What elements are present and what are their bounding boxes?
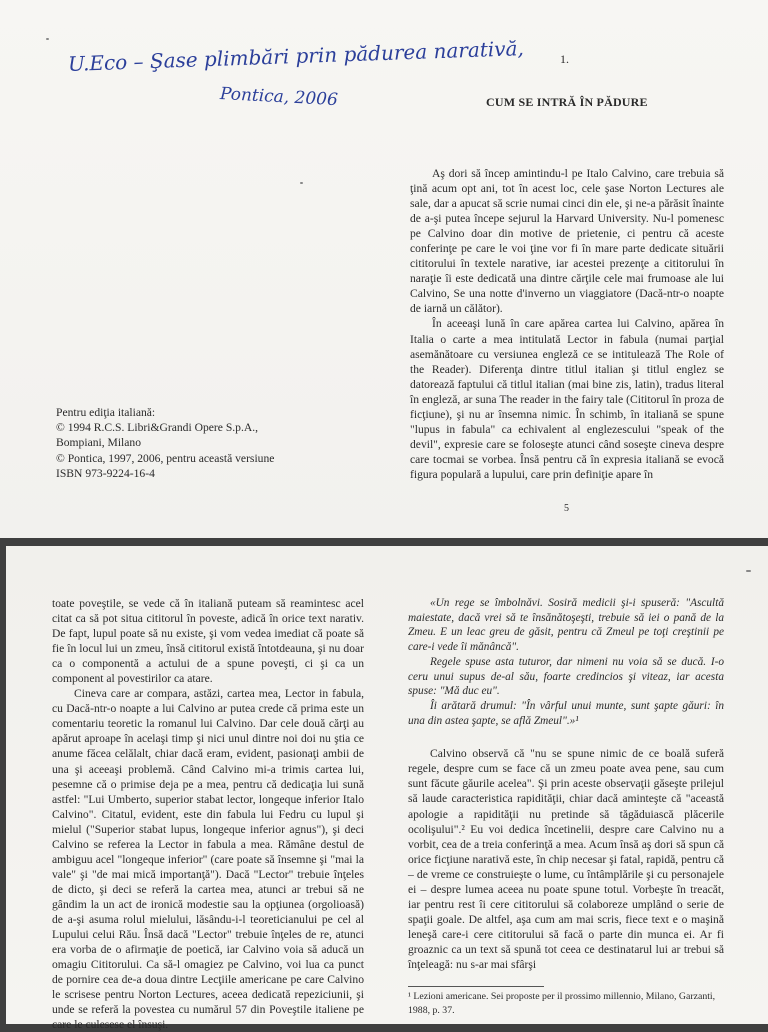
right-text-column: [408, 596, 724, 1024]
left-text-column: [52, 596, 364, 1032]
handwritten-note-line-2: Pontica, 2006: [219, 84, 339, 111]
page-number: 5: [564, 503, 569, 514]
chapter-body: [410, 166, 724, 488]
quote-paragraph-3: Îi arătară drumul: "În vârful unui munte, sunt şapte găuri: în una din astea şapte, se află Zmeul".»¹: [408, 699, 724, 727]
copyright-line: Bompiani, Milano: [56, 436, 142, 450]
left-paragraph-2: Cineva care ar compara, astăzi, cartea mea, Lector in fabula, cu Dacă-ntr-o noapte a lui Calvino ar putea crede că prima este un comentariu teoretic la romanul lui Calvino. Dar cele două cărţi au apărut aproape în acelaşi timp şi nici unul dintre noi doi nu ştia ce anume făcea celălalt, chiar dacă eram, evident, pasionaţi ambii de una şi aceeaşi problemă. Când Calvino mi-a trimis cartea lui, pesemne că o primise deja pe a mea, pentru că dedicaţia lui sună astfel: "Lui Umberto, superior stabat lector, longeque inferior Italo Calvino". Citatul, evident, este din fabula lui Fedru cu lupul şi mielul ("Superior stabat lupus, longeque inferior agnus"), şi deci Calvino se referea la Lector in fabula a mea. Rămâne destul de ambiguu acel "longeque inferior" (care poate să însemne şi "mai la vale" şi "de mai mică importanţă"). Dacă "Lector" trebuie înţeles de dicto, şi deci se referă la cartea mea, atunci ar trebui să ne gândim la un act de ironică modestie sau la opţiunea (orgolioasă) de a-şi asuma rolul mielului, lăsându-i-l teoreticianului pe cel al Lupului celui Rău. Însă dacă "Lector" trebuie înţeles de re, atunci era vorba de o afirmaţie de poetică, iar Calvino voia să aducă un omagiu Cititorului. Ca să-l omagiez pe Calvino, voi lua ca punct de pornire cea de-a doua dintre Lecţiile americane pe care Calvino le scrisese pentru Norton Lectures, aceea dedicată repeziciunii, şi unde se referă la povestea cu numărul 57 din Poveştile italiene pe care le culesese el însuşi.: [52, 687, 364, 1032]
chapter-paragraph-1: Aş dori să încep amintindu-l pe Italo Calvino, care trebuia să ţină acum opt ani, tot în acest loc, cele şase Norton Lectures ale sale, dar a apucat să scrie numai cinci din ele, şi ne-a părăsit înainte de a-şi putea începe sejurul la Harvard University. Nu-l pomenesc pe Calvino doar din motive de prietenie, ci pentru că aceste conferinţe pe care le voi ţine vor fi în mare parte dedicate situării cititorului în textele narative, iar acestei prezenţe a cititorului în naraţie îi este dedicată una dintre cărţile cele mai frumoase ale lui Calvino, Se una notte d'inverno un viaggiatore (Dacă-ntr-o noapte de iarnă un călător).: [410, 167, 724, 316]
copyright-line: © Pontica, 1997, 2006, pentru această versiune: [56, 451, 275, 465]
footnote: ¹ Lezioni americane. Sei proposte per il prossimo millennio, Milano, Garzanti, 1988, p. 37.: [408, 991, 716, 1016]
chapter-title: CUM SE INTRĂ ÎN PĂDURE: [486, 95, 648, 109]
copyright-line: © 1994 R.C.S. Libri&Grandi Opere S.p.A.,: [56, 421, 259, 435]
right-paragraph: Calvino observă că "nu se spune nimic de ce boală suferă regele, despre cum se face că un zmeu poate avea pene, sau cum sunt făcute găurile acelea". Şi prin aceste observaţii găseşte prilejul să laude caracteristica rapidităţii, chiar dacă aminteşte că "această apologie a rapidităţii nu pretinde să tăgăduiască plăcerile ocolişului".² Eu voi dedica încetinelii, despre care Calvino nu a vorbit, cea de a treia conferinţă a mea. Acum însă aş dori să spun că orice ficţiune narativă este, în chip necesar şi fatal, rapidă, pentru că – de vreme ce construieşte o lume, cu întâmplările şi cu personajele ei – despre lumea aceea nu poate spune totul. Vorbeşte în treacăt, iar pentru rest îi cere cititorului să colaboreze umplând o serie de spaţii goale. De altfel, aşa cum am mai scris, fiece text e o maşină leneşă care-i cere cititorului să facă o parte din munca ei. Ar fi groaznic ca un text să spună tot ceea ce destinatarul lui ar trebui să înţeleagă: nu s-ar mai sfârşi: [408, 747, 724, 971]
quote-paragraph-1: «Un rege se îmbolnăvi. Sosiră medicii şi-i spuseră: "Ascultă maiestate, dacă vrei să te însănătoşeşti, trebuie să iei o pană de la Zmeu. E un leac greu de găsit, pentru că Zmeul pe toţi creştinii pe care-i vede îi mănâncă".: [408, 597, 724, 654]
fairy-tale-quote: [408, 596, 724, 728]
copyright-block: [56, 405, 316, 481]
footnote-divider: [408, 986, 544, 987]
chapter-number: 1.: [560, 52, 569, 66]
quote-paragraph-2: Regele spuse asta tuturor, dar nimeni nu voia să se ducă. I-o ceru unui supus de-al său, foarte credincios şi viteaz, iar acesta spuse: "Mă duc eu".: [408, 655, 724, 698]
scan-speck: [300, 182, 303, 184]
copyright-line: Pentru ediţia italiană:: [56, 406, 156, 419]
handwritten-note-line-1: U.Eco – Şase plimbări prin pădurea narativă,: [67, 36, 525, 76]
chapter-paragraph-2: În aceeaşi lună în care apărea cartea lui Calvino, apărea în Italia o carte a mea intitulată Lector in fabula (numai parţial asemănătoare cu versiunea engleză ce se intitulează The Role of the Reader). Diferenţa dintre titlul italian şi titlul englez se datorează faptului că titlul italian (mai bine zis, latin), tradus literal în engleză, ar suna The reader in the fairy tale (Cititorul în proza de ficţiune), şi nu ar însemna nimic. În schimb, în italiană se spune "lupus in fabula" ca echivalent al englezescului "speak of the devil", expresie care se foloseşte atunci când soseşte cineva despre care tocmai se vorbea. Însă pentru că în expresia italiană se evocă figura populară a lupului, care prin definiţie apare în: [410, 317, 724, 481]
scan-speck: [746, 570, 751, 572]
scan-speck: [46, 38, 49, 40]
left-paragraph-1: toate poveştile, se vede că în italiană puteam să reamintesc acel citat ca să pot situa cititorul în poveste, adică în orice text narativ. De fapt, lupul poate să nu existe, şi vom vedea imediat că poate să fie în locul lui un zmeu, însă cititorul există întotdeauna, şi nu doar ca o componentă a actului de a spune poveşti, ci şi ca un component al povestirilor ca atare.: [52, 597, 364, 686]
copyright-line: ISBN 973-9224-16-4: [56, 466, 155, 480]
